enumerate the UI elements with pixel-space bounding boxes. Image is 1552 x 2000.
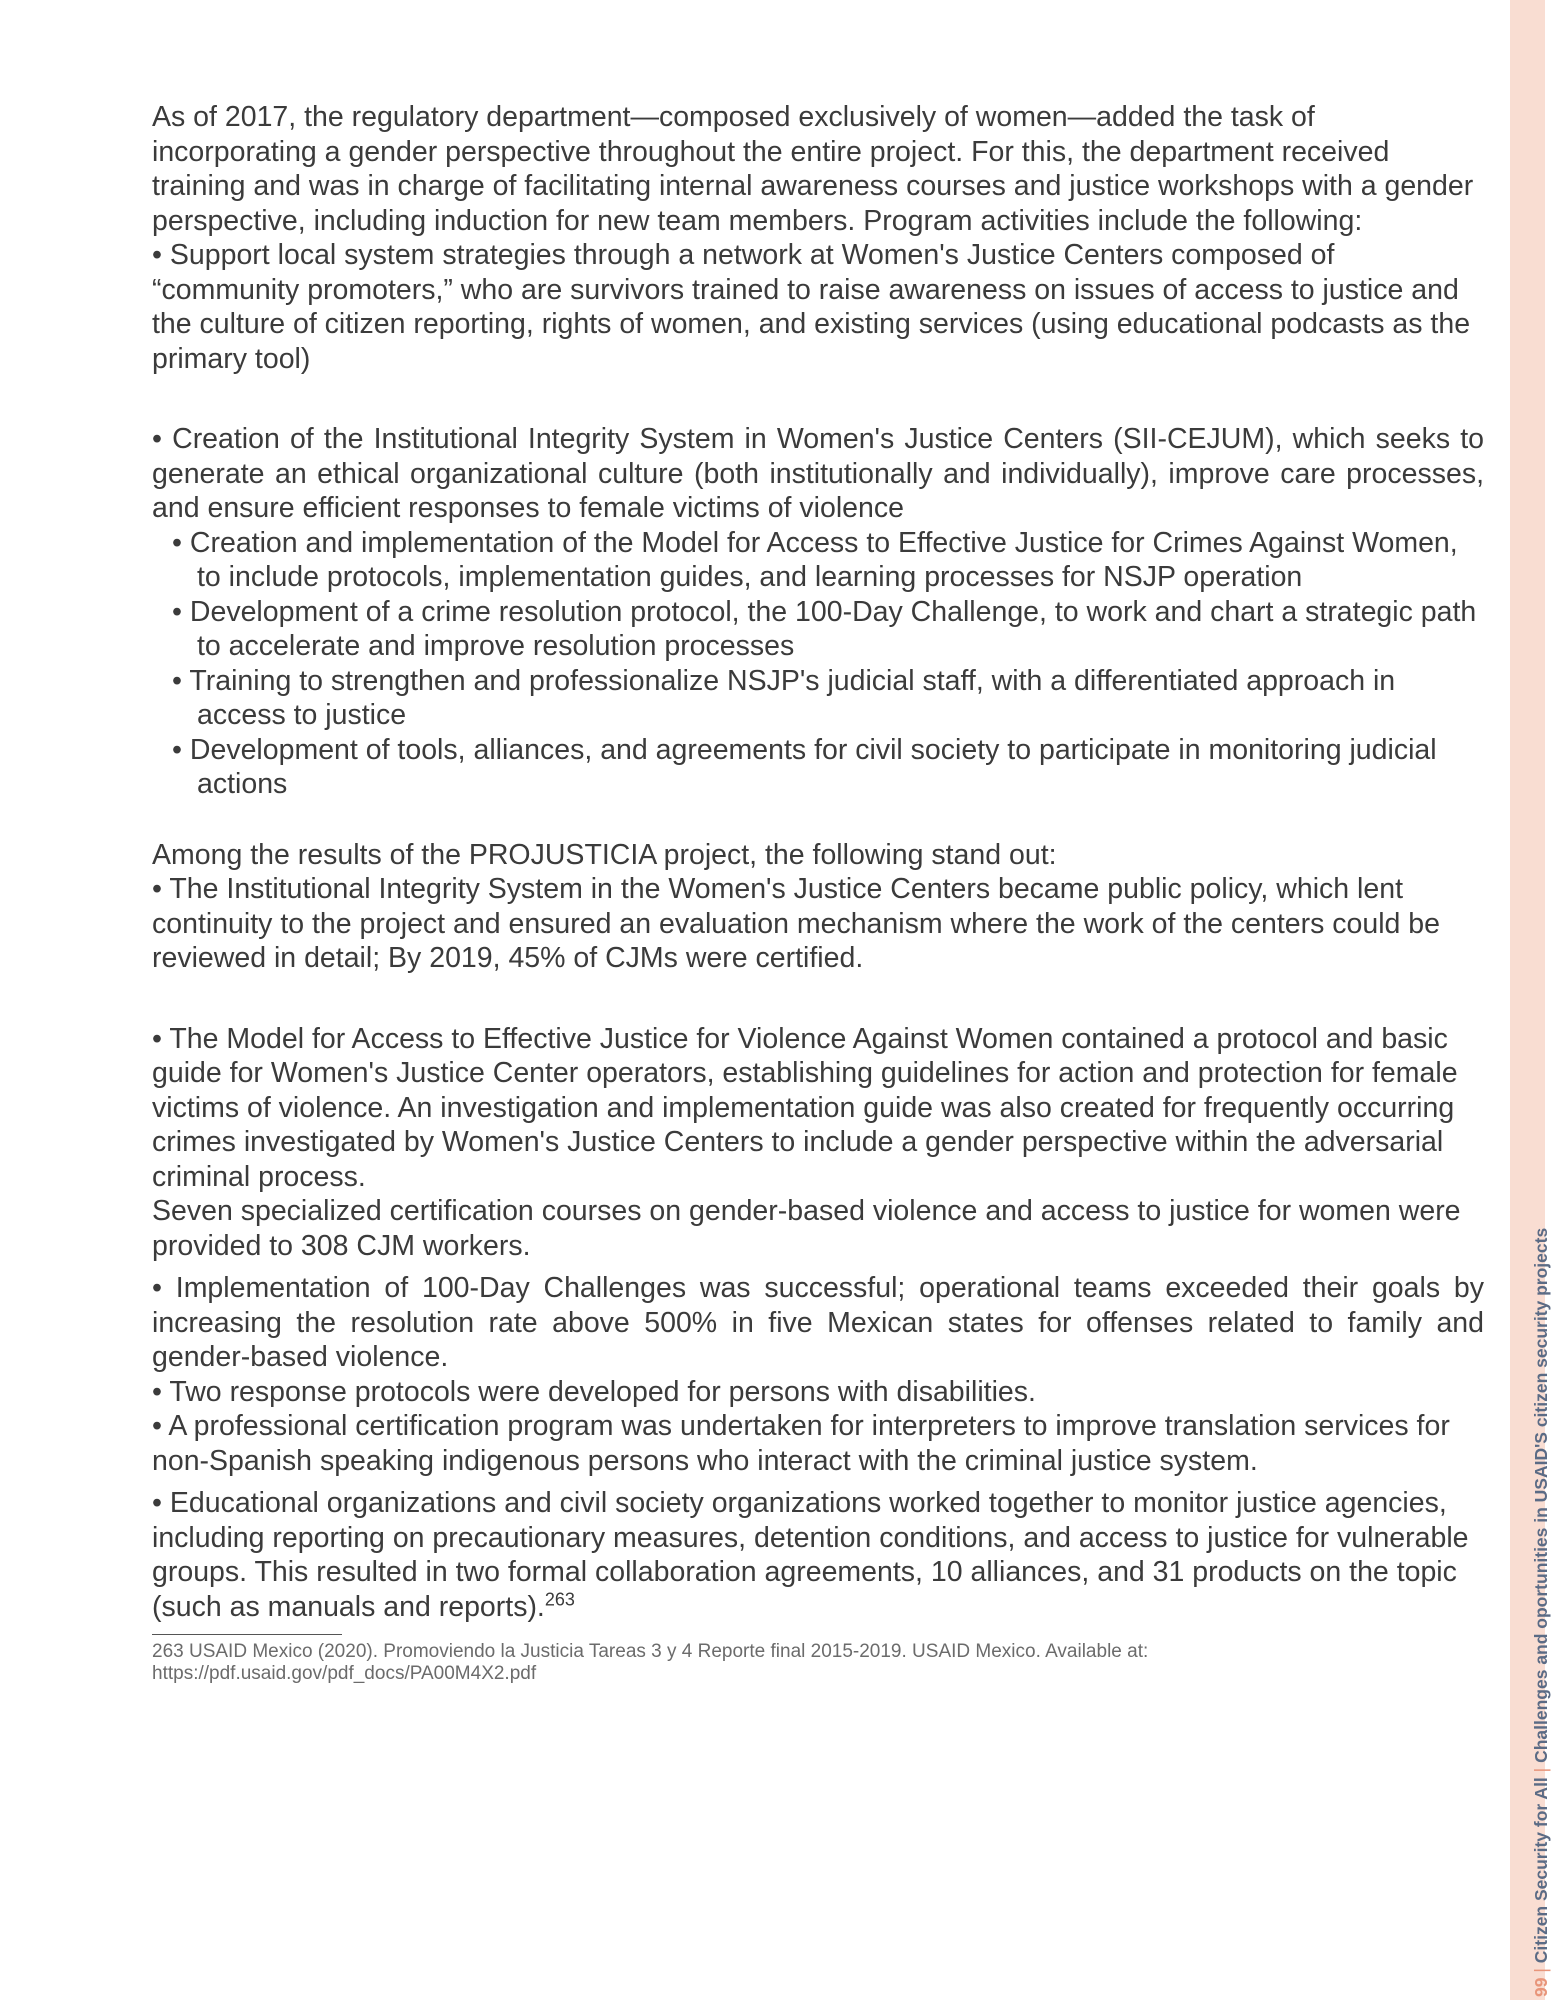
publication-title: Citizen Security for All (1531, 1777, 1551, 1964)
result-item: • Implementation of 100-Day Challenges was successful; operational teams exceeded their goals by increasing the resolution rate above 500% in five Mexican states for offenses related to family and gender-based violence. (152, 1272, 1484, 1373)
footnote-reference[interactable]: 263 (544, 1589, 575, 1609)
result-item (152, 1486, 1484, 1624)
results-intro: Among the results of the PROJUSTICIA project, the following stand out: (152, 838, 1057, 871)
result-item: • Two response protocols were developed for persons with disabilities. (152, 1375, 1036, 1408)
separator: | (1531, 1762, 1551, 1778)
footnote-divider (152, 1634, 342, 1635)
result-item: • The Institutional Integrity System in the Women's Justice Centers became public policy, which lent continuity to the project and ensured an evaluation mechanism where the work of the centers could be reviewed in detail; By 2019, 45% of CJMs were certified. (152, 873, 1441, 974)
page-number: 99 (1531, 1977, 1551, 1997)
result-item: • The Model for Access to Effective Justice for Violence Against Women contained a protocol and basic guide for Women's Justice Center operators, establishing guidelines for action and protection for female victims of violence. An investigation and implementation guide was also created for frequently occurring crimes investigated by Women's Justice Centers to include a gender perspective within the adversarial criminal process. (152, 1022, 1458, 1193)
separator: | (1531, 1963, 1551, 1978)
activity-item: • Development of tools, alliances, and agreements for civil society to participate in monitoring judicial actions (172, 733, 1437, 800)
activity-item: • Creation and implementation of the Model for Access to Effective Justice for Crimes Against Women, to include protocols, implementation guides, and learning processes for NSJP operation (172, 526, 1458, 593)
activity-item: • Support local system strategies through a network at Women's Justice Centers composed of “community promoters,” who are survivors trained to raise awareness on issues of access to justice and the culture of citizen reporting, rights of women, and existing services (using educational podcasts as the primary tool) (152, 239, 1471, 375)
activity-item: • Training to strengthen and professionalize NSJP's judicial staff, with a differentiated approach in access to justice (172, 664, 1396, 731)
result-item-text: • Educational organizations and civil society organizations worked together to monitor justice agencies, including reporting on precautionary measures, detention conditions, and access to justice for vulnerable groups. This resulted in two formal collaboration agreements, 10 alliances, and 31 products on the topic (such as manuals and reports). (152, 1487, 1469, 1623)
page-body (152, 100, 1484, 1685)
activity-item: • Creation of the Institutional Integrity System in Women's Justice Centers (SII-CEJUM), which seeks to generate an ethical organizational culture (both institutionally and individually), improve care processes, and ensure efficient responses to female victims of violence (152, 423, 1484, 524)
result-item: Seven specialized certification courses on gender-based violence and access to justice for women were provided to 308 CJM workers. (152, 1195, 1461, 1262)
result-item: • A professional certification program was undertaken for interpreters to improve translation services for non-Spanish speaking indigenous persons who interact with the criminal justice system. (152, 1410, 1450, 1477)
intro-paragraph: As of 2017, the regulatory department—composed exclusively of women—added the task of incorporating a gender perspective throughout the entire project. For this, the department received training and was in charge of facilitating internal awareness courses and justice workshops with a gender perspective, including induction for new team members. Program activities include the following: (152, 101, 1474, 237)
sidebar-running-header (1531, 1228, 1552, 1997)
footnote: 263 USAID Mexico (2020). Promoviendo la Justicia Tareas 3 y 4 Reporte final 2015-2019. USAID Mexico. Available at: https://pdf.usaid.gov/pdf_docs/PA00M4X2.pdf (152, 1641, 1149, 1684)
publication-subtitle: Challenges and oportunities in USAID'S citizen security projects (1531, 1227, 1551, 1763)
activity-item: • Development of a crime resolution protocol, the 100-Day Challenge, to work and chart a strategic path to accelerate and improve resolution processes (172, 595, 1477, 662)
